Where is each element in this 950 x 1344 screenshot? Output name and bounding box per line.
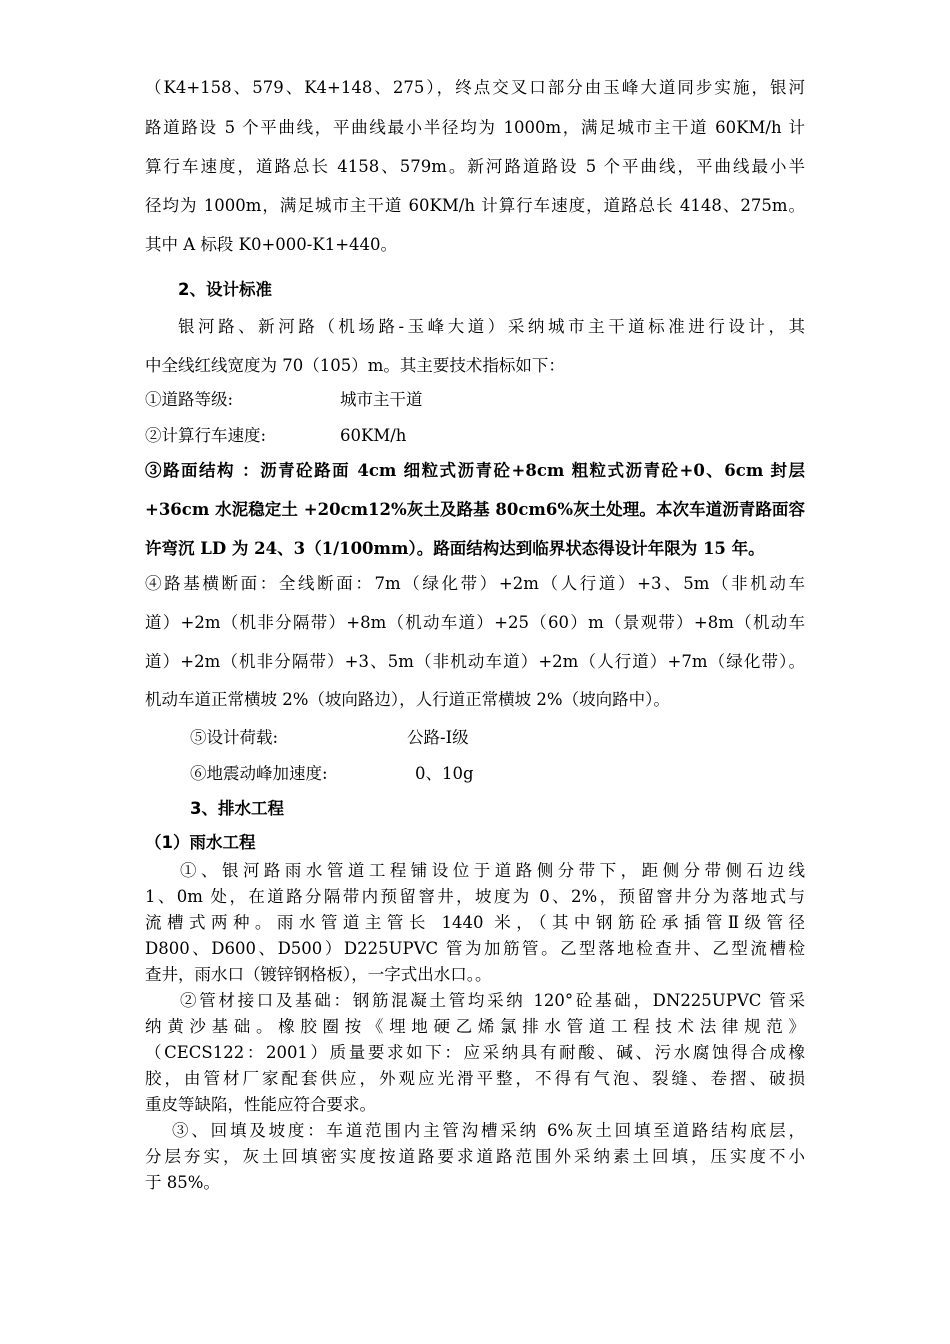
item-road-grade [145,390,423,410]
rain-para3-line-2: 分层夯实，灰土回填密实度按道路要求道路范围外采纳素土回填，压实度不小 [145,1147,805,1166]
rain-para1-line-5: 查井，雨水口（镀锌钢格板），一字式出水口。。 [145,965,492,984]
para-line-4: 径均为 1000m，满足城市主干道 60KM/h 计算行车速度，道路总长 4148、275m。 [145,196,805,215]
rain-para2-line-3: （CECS122：2001）质量要求如下：应采纳具有耐酸、碱、污水腐蚀得合成橡 [145,1043,805,1062]
item-design-speed-label: ②计算行车速度: [145,426,267,445]
item-seismic-value: 0、10g [415,764,474,783]
section-heading-design-standard: 2、设计标准 [178,280,272,299]
rain-para3-line-3: 于 85%。 [145,1173,220,1192]
rain-para1-line-1: ①、银河路雨水管道工程铺设位于道路侧分带下，距侧分带侧石边线 [180,861,805,880]
pavement-structure-line-2: +36cm 水泥稳定土 +20cm12%灰土及路基 80cm6%灰土处理。本次车道沥青路面容 [145,500,805,519]
para-line-2: 路道路设 5 个平曲线，平曲线最小半径均为 1000m，满足城市主干道 60KM/h 计 [145,118,805,137]
item-seismic-acceleration [190,764,474,784]
rain-para2-line-1: ②管材接口及基础：钢筋混凝土管均采纳 120°砼基础，DN225UPVC 管采 [180,991,805,1010]
rain-para1-line-3: 流槽式两种。雨水管道主管长 1440 米，（其中钢筋砼承插管Ⅱ级管径 [145,913,805,932]
section-heading-drainage: 3、排水工程 [190,799,284,818]
rain-para1-line-4: D800、D600、D500）D225UPVC 管为加筋管。乙型落地检查井、乙型流槽检 [145,939,805,958]
item-design-speed-value: 60KM/h [340,426,407,445]
cross-section-line-1: ④路基横断面：全线断面：7m（绿化带）+2m（人行道）+3、5m（非机动车 [145,574,805,593]
item-design-load [190,728,469,748]
rain-para3-line-1: ③、回填及坡度：车道范围内主管沟槽采纳 6%灰土回填至道路结构底层， [172,1121,805,1140]
item-design-load-label: ⑤设计荷载: [190,728,279,747]
cross-section-line-2: 道）+2m（机非分隔带）+8m（机动车道）+25（60）m（景观带）+8m（机动车 [145,613,805,632]
pavement-structure-line-1: ③路面结构 ：沥青砼路面 4cm 细粒式沥青砼+8cm 粗粒式沥青砼+0、6cm 封层 [145,461,805,480]
para-line-1: （K4+158、579、K4+148、275），终点交叉口部分由玉峰大道同步实施，银河 [145,78,805,97]
cross-section-line-3: 道）+2m（机非分隔带）+3、5m（非机动车道）+2m（人行道）+7m（绿化带）。 [145,652,805,671]
item-seismic-label: ⑥地震动峰加速度: [190,764,328,783]
rain-para1-line-2: 1、0m 处，在道路分隔带内预留窨井，坡度为 0、2%，预留窨井分为落地式与 [145,887,805,906]
rain-para2-line-5: 重皮等缺陷，性能应符合要求。 [145,1095,376,1114]
item-design-load-value: 公路-Ⅰ级 [407,728,469,747]
item-road-grade-value: 城市主干道 [340,390,423,409]
subheading-rainwater: （1）雨水工程 [145,833,256,852]
standard-intro-line-2: 中全线红线宽度为 70（105）m。其主要技术指标如下： [145,356,565,375]
para-line-3: 算行车速度，道路总长 4158、579m。新河路道路设 5 个平曲线，平曲线最小半 [145,157,805,176]
cross-section-line-4: 机动车道正常横坡 2%（坡向路边），人行道正常横坡 2%（坡向路中）。 [145,690,670,709]
item-design-speed [145,426,407,446]
rain-para2-line-2: 纳黄沙基础。橡胶圈按《埋地硬乙烯氯排水管道工程技术法律规范》 [145,1017,805,1036]
standard-intro-line-1: 银河路、新河路（机场路-玉峰大道）采纳城市主干道标准进行设计，其 [178,317,805,336]
pavement-structure-line-3: 许弯沉 LD 为 24、3（1/100mm）。路面结构达到临界状态得设计年限为 15 年。 [145,539,765,558]
para-line-5: 其中 A 标段 K0+000-K1+440。 [145,235,398,254]
rain-para2-line-4: 胶，由管材厂家配套供应，外观应光滑平整，不得有气泡、裂缝、卷摺、破损 [145,1069,805,1088]
item-road-grade-label: ①道路等级: [145,390,234,409]
